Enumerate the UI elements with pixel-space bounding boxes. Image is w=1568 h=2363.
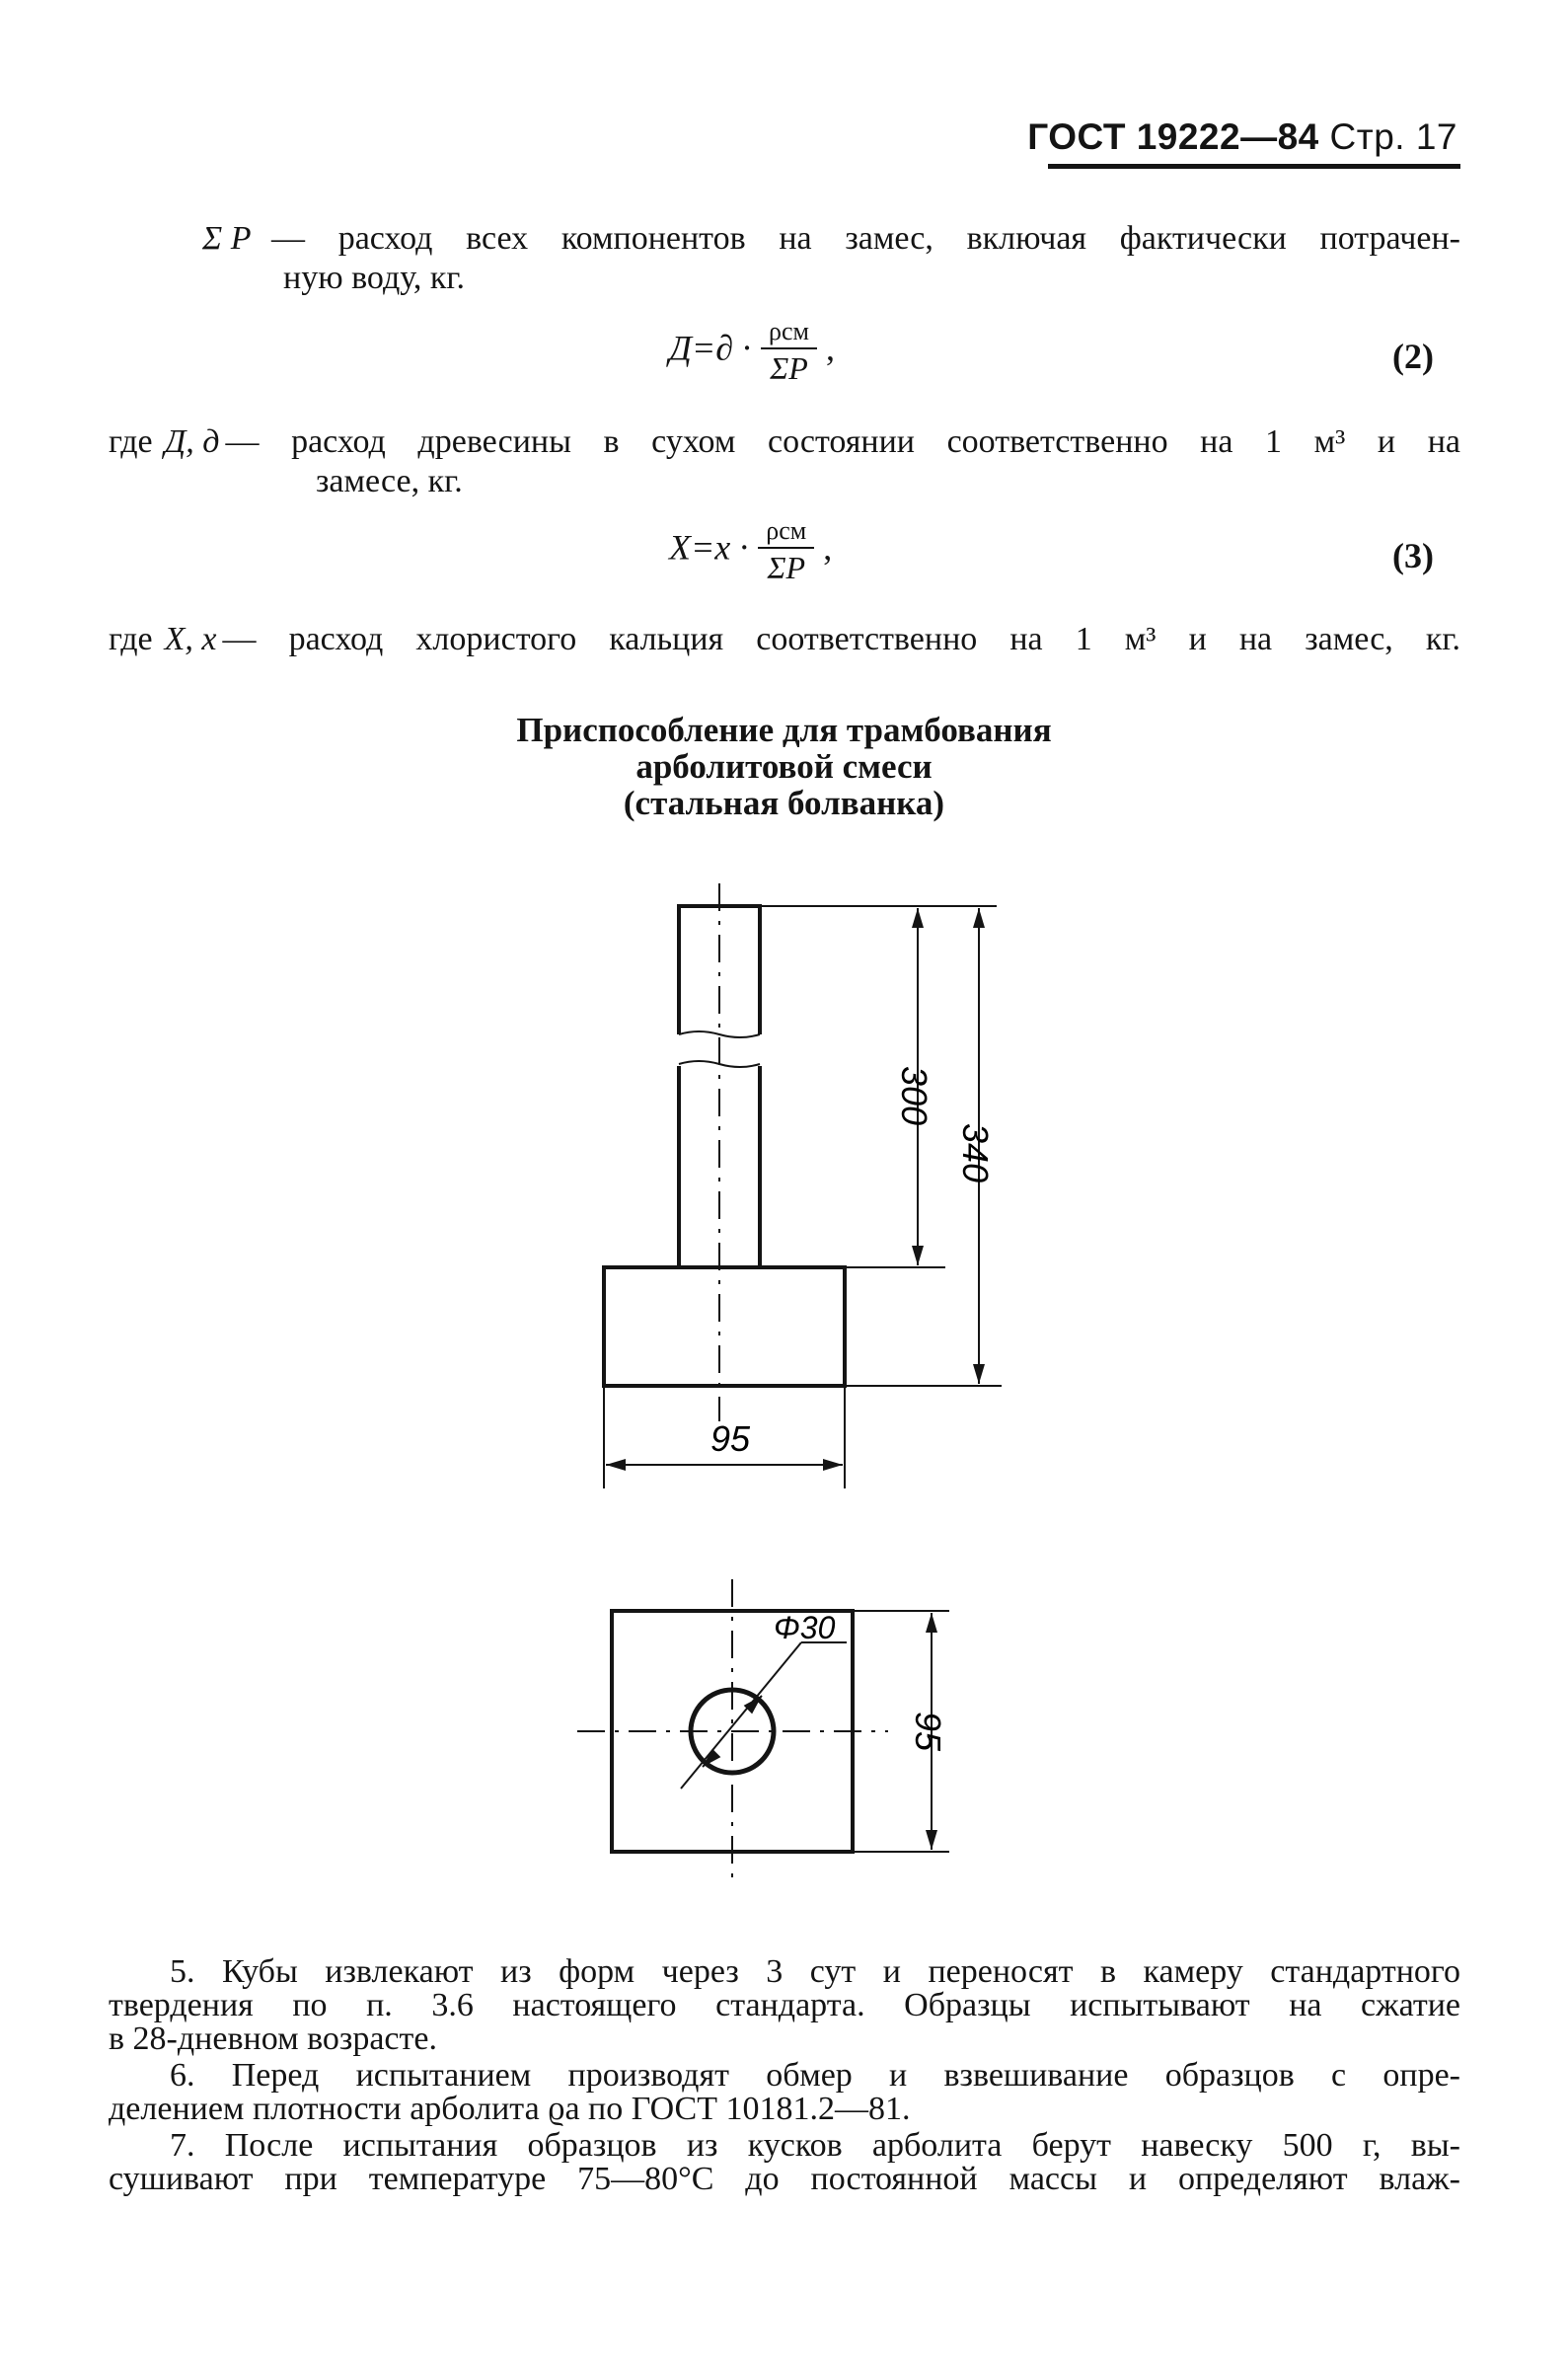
def-sigma-p-line2: ную воду, кг.: [283, 260, 465, 296]
dim-label-95-side: 95: [908, 1711, 948, 1752]
page-number: Стр. 17: [1329, 116, 1457, 157]
para-5-line-2: твердения по п. 3.6 настоящего стандарта. Образцы испытывают на сжатие: [109, 1987, 1460, 2023]
formula-3-comma: ,: [823, 527, 833, 568]
def-d-lead: где: [109, 423, 153, 460]
rod-upper: [677, 906, 762, 1034]
def-d-line2: замесе, кг.: [316, 463, 463, 499]
para-6-line-1: 6. Перед испытанием производят обмер и взвешивание образцов с опре-: [170, 2057, 1460, 2094]
formula-3-numerator: ρсм: [758, 515, 814, 549]
formula-3-lhs: X=x ·: [669, 527, 749, 568]
diameter-arrow-top: [760, 1696, 762, 1698]
dim-label-diameter: Φ30: [774, 1610, 836, 1645]
formula-2-numerator: ρсм: [761, 316, 817, 349]
dim-label-95-width: 95: [709, 1418, 751, 1459]
def-x-vars: X, x: [164, 621, 217, 657]
para-7-line-1: 7. После испытания образцов из кусков арболита берут навеску 500 г, вы-: [170, 2127, 1460, 2164]
diameter-arrow-bottom: [703, 1765, 705, 1767]
para-5-line-3: в 28-дневном возрасте.: [109, 2020, 437, 2057]
break-line-upper: [679, 1031, 760, 1037]
para-6-line-2: делением плотности арболита ϱа по ГОСТ 10181.2—81.: [109, 2091, 911, 2127]
def-d-line1: — расход древесины в сухом состоянии соответственно на 1 м³ и на: [225, 423, 1460, 460]
equation-number-2: (2): [1392, 337, 1434, 376]
dim-label-340: 340: [955, 1122, 996, 1183]
gost-number: ГОСТ 19222—84: [1027, 116, 1319, 157]
figure-title-line-2: арболитовой смеси: [635, 747, 933, 786]
dim-label-300: 300: [894, 1065, 934, 1126]
base-block: [604, 1267, 845, 1386]
para-5-line-1: 5. Кубы извлекают из форм через 3 сут и переносят в камеру стандартного: [170, 1953, 1460, 1990]
figure-title-line-3: (стальная болванка): [623, 784, 945, 822]
def-sigma-p-line1: — расход всех компонентов на замес, включая фактически потрачен-: [271, 220, 1460, 257]
diameter-leader: [681, 1642, 801, 1789]
formula-2-denominator: ΣP: [770, 350, 808, 386]
def-x-line1: — расход хлористого кальция соответственно на 1 м³ и на замес, кг.: [222, 621, 1460, 657]
formula-2-comma: ,: [825, 328, 835, 368]
def-d-vars: Д, д: [164, 423, 220, 460]
para-7-line-2: сушивают при температуре 75—80°С до постоянной массы и определяют влаж-: [109, 2161, 1460, 2197]
equation-number-3: (3): [1392, 536, 1434, 575]
def-x-lead: где: [109, 621, 153, 657]
formula-2-lhs: Д=∂ ·: [669, 328, 751, 368]
figure-title-line-1: Приспособление для трамбования: [516, 711, 1052, 749]
def-sigma-p-term: Σ P: [202, 220, 252, 257]
formula-3-denominator: ΣP: [767, 550, 806, 585]
